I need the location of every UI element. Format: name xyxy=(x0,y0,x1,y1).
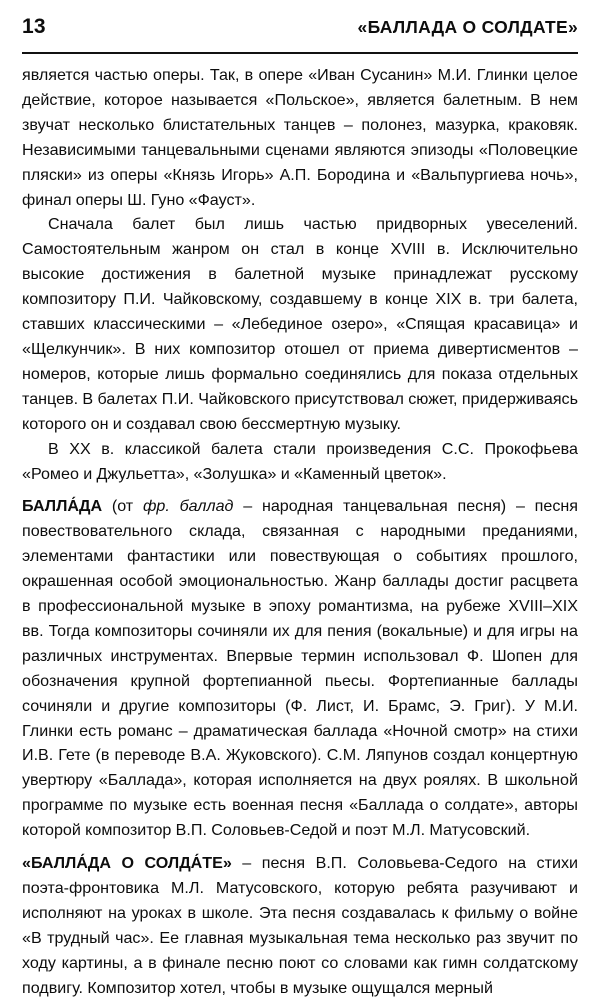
paragraph-continued: является частью оперы. Так, в опере «Иван Сусанин» М.И. Глинки целое действие, которое называется «Польское», является балетным. В нем звучат несколько блистательных танцев – полонез, мазурка, краковяк. Независимыми танцевальными сценами являются эпизоды «Половецкие пляски» из оперы «Князь Игорь» А.П. Бородина и «Вальпургиева ночь», финал оперы Ш. Гуно «Фауст». xyxy=(22,66,578,209)
dictionary-entry-ballada xyxy=(22,494,578,843)
entry-definition-ballada-o-soldate: – песня В.П. Соловьева-Седого на стихи поэта-фронтовика М.Л. Матусовского, которую ребята разучивают и исполняют на уроках в школе. Эта песня создавалась к фильму о войне «В трудный час». Ее главная музыкальная тема несколько раз звучит по ходу картины, а в финале песню поют со словами как гимн солдатскому подвигу. Композитор хотел, чтобы в музыке ощущался мерный xyxy=(22,854,578,997)
running-head-title: «БАЛЛАДА О СОЛДАТЕ» xyxy=(357,17,578,37)
entry-definition-ballada: – народная танцевальная песня) – песня повествовательного склада, связанная с народными преданиями, элементами фантастики или повествующая о событиях прошлого, окрашенная особой эмоциональностью. Жанр баллады достиг расцвета в профессиональной музыке в эпоху романтизма, на рубеже XVIII–XIX вв. Тогда композиторы сочиняли их для пения (вокальные) и для игры на различных инструментах. Впервые термин использовал Ф. Шопен для обозначения крупной фортепианной пьесы. Фортепианные баллады сочиняли и другие композиторы (Ф. Лист, И. Брамс, Э. Григ). У М.И. Глинки есть романс – драматическая баллада «Ночной смотр» на стихи И.В. Гете (в переводе В.А. Жуковского). С.М. Ляпунов создал концертную увертюру «Баллада», которая исполняется на двух роялях. В школьной программе по музыке есть военная песня «Баллада о солдате», авторы которой композитор В.П. Соловьев-Седой и поэт М.Л. Матусовский. xyxy=(22,497,578,840)
body-text-column xyxy=(22,63,578,1001)
header-divider-rule xyxy=(22,52,578,54)
entry-etymology-open: (от xyxy=(102,497,143,516)
dictionary-entry-ballada-o-soldate xyxy=(22,851,578,1000)
paragraph-ballet-history: Сначала балет был лишь частью придворных увеселений. Самостоятельным жанром он стал в конце XVIII в. Исключительно высокие достижения в балетной музыке принадлежат русскому композитору П.И. Чайковскому, создавшему в конце XIX в. три балета, ставших классическими – «Лебединое озеро», «Спящая красавица» и «Щелкунчик». В них композитор отошел от приема дивертисментов – номеров, которые лишь формально соединялись для показа отдельных танцев. В балетах П.И. Чайковского присутствовал сюжет, придерживаясь которого он и создавал свою бессмертную музыку. xyxy=(22,215,578,433)
page-number: 13 xyxy=(22,15,46,38)
entry-term-ballada-o-soldate: «БАЛЛА́ДА О СОЛДА́ТЕ» xyxy=(22,854,232,873)
entry-etymology-source: фр. баллад xyxy=(142,497,234,516)
entry-term-ballada: БАЛЛА́ДА xyxy=(22,497,103,516)
paragraph-prokofiev: В ХХ в. классикой балета стали произведения С.С. Прокофьева «Ромео и Джульетта», «Золушка» и «Каменный цветок». xyxy=(22,439,578,483)
running-head xyxy=(22,0,578,46)
